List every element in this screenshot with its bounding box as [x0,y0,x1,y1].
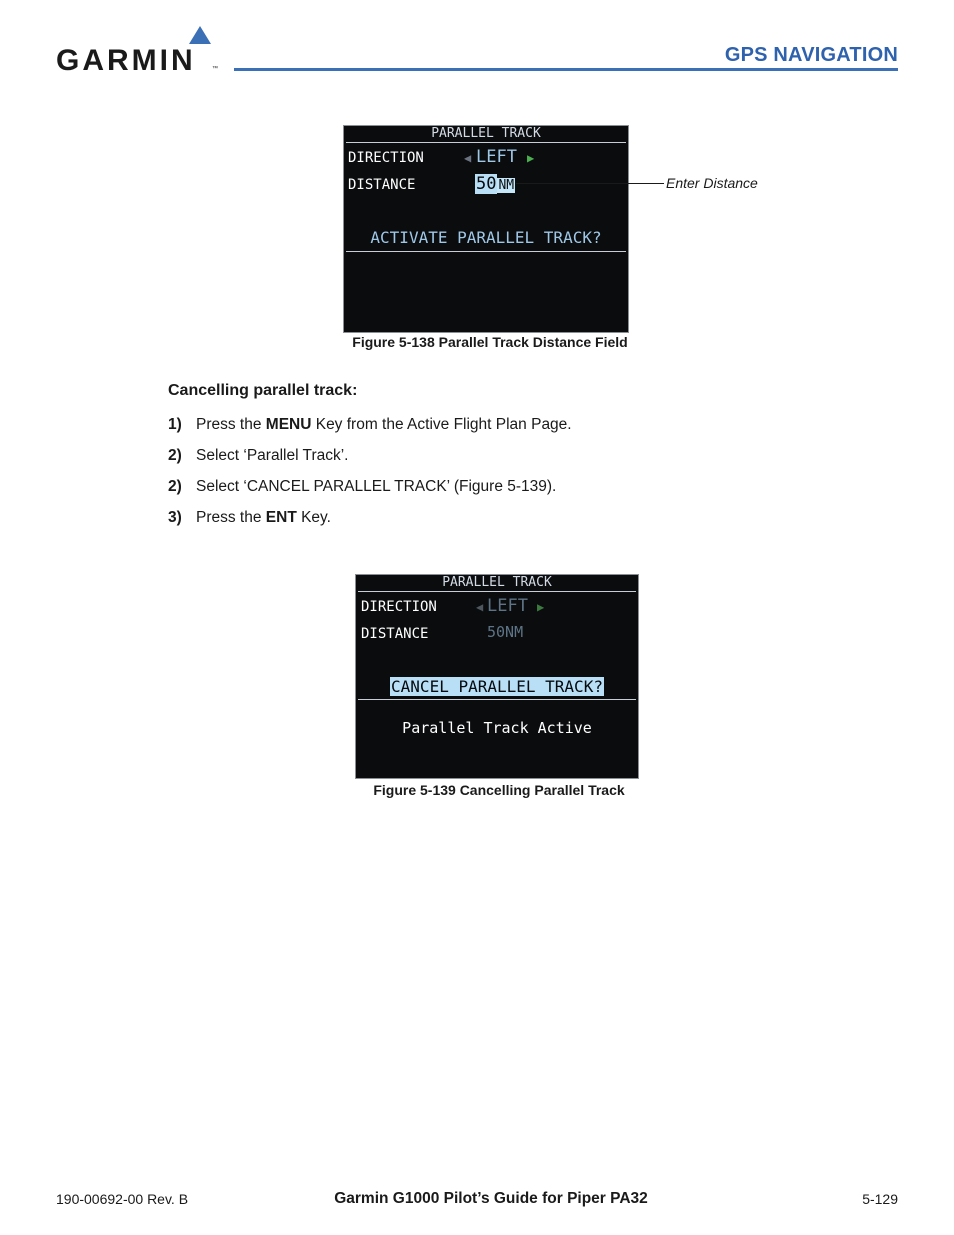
step-number: 3) [168,509,182,526]
distance-number-cursor[interactable]: 50 [476,174,497,194]
cancel-prompt[interactable] [356,677,638,696]
step-text: Select ‘CANCEL PARALLEL TRACK’ (Figure 5-139). [196,478,557,495]
distance-label: DISTANCE [348,177,416,193]
step-text: Key from the Active Flight Plan Page. [311,416,572,433]
logo-wordmark: GARMIN [56,44,196,77]
step-number: 1) [168,416,182,433]
activate-prompt[interactable]: ACTIVATE PARALLEL TRACK? [370,228,602,247]
footer-guide-title: Garmin G1000 Pilot’s Guide for Piper PA32 [334,1190,648,1207]
parallel-track-screen-cancel [355,574,639,779]
step-key: MENU [265,416,312,433]
parallel-track-screen-activate [343,125,629,333]
procedure-step [168,478,556,496]
header-rule [234,68,898,71]
step-number: 2) [168,478,182,495]
footer-doc-number: 190-00692-00 Rev. B [56,1191,189,1207]
prompt-divider [358,699,636,700]
step-number: 2) [168,447,182,464]
status-message: Parallel Track Active [402,719,592,737]
garmin-triangle-icon [189,26,211,44]
screen-title: PARALLEL TRACK [442,575,552,590]
direction-left-arrow-icon: ◀ [476,600,484,614]
direction-label: DIRECTION [361,599,437,615]
figure-caption: Figure 5-138 Parallel Track Distance Field [352,334,628,350]
direction-label: DIRECTION [348,150,424,166]
procedure-step [168,416,572,434]
footer-page-number: 5-129 [862,1191,898,1207]
step-text: Key. [296,509,331,526]
callout-enter-distance: Enter Distance [666,175,758,191]
direction-value: LEFT [487,596,528,616]
cancel-parallel-track-button[interactable]: CANCEL PARALLEL TRACK? [391,677,603,696]
screen-title: PARALLEL TRACK [431,126,541,141]
figure-caption: Figure 5-139 Cancelling Parallel Track [373,782,625,798]
distance-label: DISTANCE [361,626,429,642]
direction-left-arrow-icon[interactable]: ◀ [464,151,472,165]
step-text: Press the [196,416,266,433]
procedure-step [168,447,348,465]
distance-unit: NM [498,178,515,193]
title-divider [346,142,626,143]
step-key: ENT [265,509,297,526]
step-text: Press the [196,509,266,526]
direction-right-arrow-icon[interactable]: ▶ [527,151,535,165]
procedure-step [168,509,331,527]
title-divider [358,591,636,592]
step-text: Select ‘Parallel Track’. [196,447,349,464]
direction-right-arrow-icon: ▶ [537,600,545,614]
logo-trademark: ™ [212,66,218,72]
distance-value: 50NM [487,623,524,641]
garmin-logo [56,26,221,76]
distance-field[interactable] [475,174,515,194]
direction-value[interactable]: LEFT [476,147,517,167]
section-title: GPS NAVIGATION [724,44,898,66]
callout-leader-line [516,183,664,184]
prompt-divider [346,251,626,252]
procedure-heading: Cancelling parallel track: [168,382,358,399]
